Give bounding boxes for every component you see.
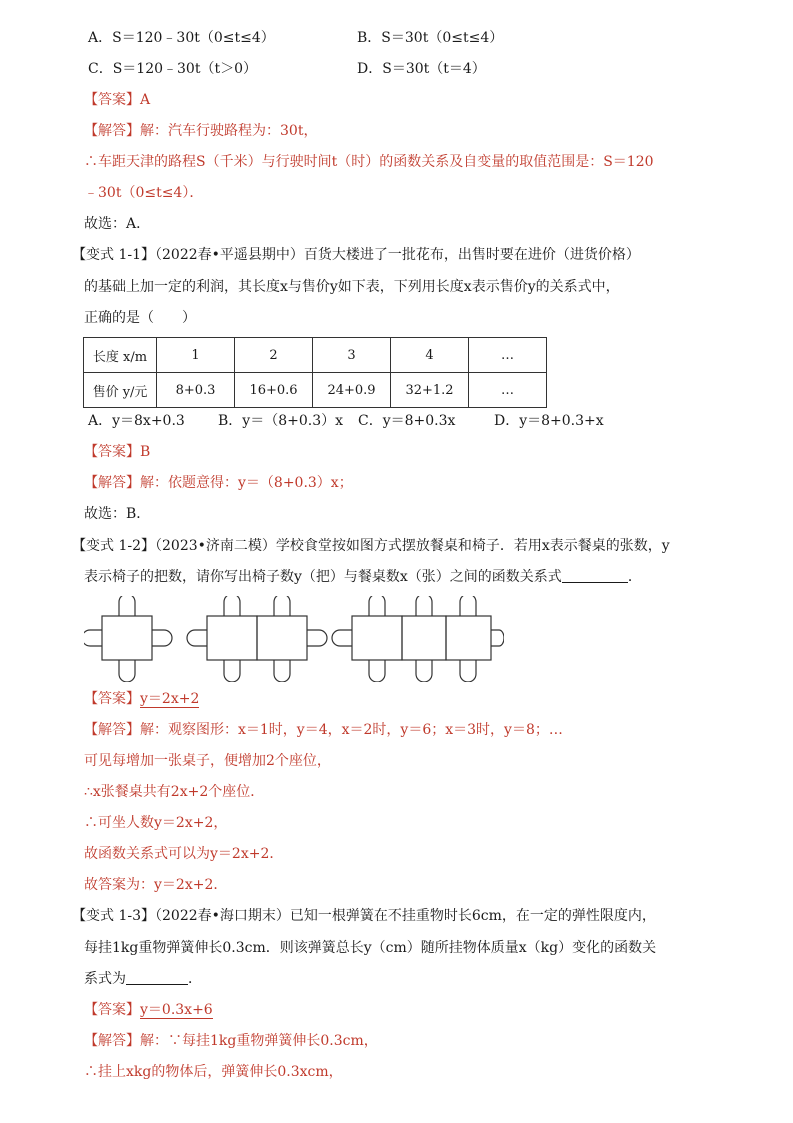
answer-value: A [140, 92, 151, 108]
solution-text: 可见每增加一张桌子，便增加2个座位， [84, 753, 331, 769]
chair-shape [460, 660, 476, 682]
question-text: 正确的是（ ） [84, 310, 196, 326]
chair-shape [332, 630, 352, 646]
table-cell: … [469, 373, 547, 408]
question-text: 每挂1kg重物弹簧伸长0.3cm．则该弹簧总长y（cm）随所挂物体质量x（kg）变化的函数关 [84, 940, 657, 956]
question-line [72, 536, 670, 556]
solution-line [84, 1031, 378, 1051]
table-shape [446, 616, 491, 660]
answer-line [84, 1000, 213, 1020]
table-shape [257, 616, 307, 660]
conclusion: 故答案为：y＝2x+2． [84, 877, 228, 893]
answer-tag: 【答案】 [84, 92, 140, 108]
table-header-cell: 售价 y/元 [84, 373, 157, 408]
chair-shape [416, 596, 432, 616]
conclusion: 故选：B． [84, 506, 151, 522]
solution-tag: 【解答】 [84, 722, 140, 738]
option-c: C．S＝120﹣30t（t＞0） [88, 61, 257, 77]
chair-shape [274, 660, 290, 682]
table-cell: 32+1.2 [391, 373, 469, 408]
chair-shape [187, 630, 207, 646]
question-line [72, 906, 656, 926]
answer-value: y＝0.3x+6 [140, 1002, 213, 1018]
solution-text: ∴可坐人数y＝2x+2， [84, 815, 228, 831]
solution-text: ﹣30t（0≤t≤4）． [84, 185, 204, 201]
solution-tag: 【解答】 [84, 1033, 140, 1049]
solution-text: ∴x张餐桌共有2x+2个座位． [84, 784, 265, 800]
answer-tag: 【答案】 [84, 1002, 140, 1018]
question-tag: 【变式 1-1】 [72, 247, 155, 263]
tables-chairs-figure [84, 596, 504, 682]
question-text: （2023•济南二模）学校食堂按如图方式摆放餐桌和椅子．若用x表示餐桌的张数，y [155, 538, 670, 554]
answer-line [84, 689, 199, 709]
question-text: ． [188, 971, 202, 987]
solution-line [84, 121, 317, 141]
table-cell: 2 [235, 338, 313, 373]
answer-tag: 【答案】 [84, 691, 140, 707]
answer-line [84, 442, 150, 462]
question-text: 系式为 [84, 971, 126, 987]
table-cell: 4 [391, 338, 469, 373]
price-table [83, 337, 547, 408]
table-header-cell: 长度 x/m [84, 338, 157, 373]
table-cell: 8+0.3 [157, 373, 235, 408]
answer-tag: 【答案】 [84, 444, 140, 460]
option-c: C．y＝8+0.3x [358, 413, 456, 429]
answer-blank [126, 970, 188, 985]
chair-shape [460, 596, 476, 616]
table-shape [207, 616, 257, 660]
conclusion: 故选：A． [84, 216, 151, 232]
option-b: B．y＝（8+0.3）x [218, 413, 343, 429]
question-line [84, 969, 202, 989]
chair-shape [119, 660, 135, 682]
table-shape [352, 616, 402, 660]
question-text: 的基础上加一定的利润，其长度x与售价y如下表，下列用长度x表示售价y的关系式中， [84, 279, 620, 295]
chair-shape [491, 630, 504, 646]
solution-text: ∴车距天津的路程S（千米）与行驶时间t（时）的函数关系及自变量的取值范围是：S＝120 [84, 154, 654, 170]
chair-shape [152, 630, 172, 646]
solution-line [84, 473, 353, 493]
solution-text: 故函数关系式可以为y＝2x+2． [84, 846, 284, 862]
question-text: ． [627, 569, 642, 585]
solution-text: 解：依题意得：y＝（8+0.3）x； [140, 475, 353, 491]
question-line [84, 567, 642, 587]
chair-shape [369, 596, 385, 616]
solution-text: ∴挂上xkg的物体后，弹簧伸长0.3xcm， [84, 1064, 343, 1080]
chair-shape [416, 660, 432, 682]
table-cell: 3 [313, 338, 391, 373]
answer-blank [562, 568, 628, 583]
option-a: A．y＝8x+0.3 [88, 413, 185, 429]
answer-line [84, 90, 150, 110]
option-a: A．S＝120﹣30t（0≤t≤4） [88, 30, 275, 46]
question-tag: 【变式 1-3】 [72, 908, 155, 924]
solution-tag: 【解答】 [84, 123, 140, 139]
chair-shape [224, 596, 240, 616]
question-text: （2022春•海口期末）已知一根弹簧在不挂重物时长6cm，在一定的弹性限度内， [155, 908, 656, 924]
table-cell: 16+0.6 [235, 373, 313, 408]
table-cell: … [469, 338, 547, 373]
solution-text: 解：观察图形：x＝1时，y＝4，x＝2时，y＝6；x＝3时，y＝8；… [140, 722, 563, 738]
chair-shape [369, 660, 385, 682]
question-tag: 【变式 1-2】 [72, 538, 155, 554]
option-d: D．S＝30t（t＝4） [357, 61, 486, 77]
option-b: B．S＝30t（0≤t≤4） [357, 30, 504, 46]
chair-shape [307, 630, 327, 646]
table-shape [402, 616, 446, 660]
solution-text: 解：∵每挂1kg重物弹簧伸长0.3cm， [140, 1033, 378, 1049]
chair-shape [274, 596, 290, 616]
option-d: D．y＝8+0.3+x [494, 413, 604, 429]
table-row [84, 373, 547, 408]
question-text: 表示椅子的把数，请你写出椅子数y（把）与餐桌数x（张）之间的函数关系式 [84, 569, 562, 585]
table-row [84, 338, 547, 373]
question-text: （2022春•平遥县期中）百货大楼进了一批花布，出售时要在进价（进货价格） [155, 247, 640, 263]
solution-text: 解：汽车行驶路程为：30t， [140, 123, 318, 139]
question-line [72, 245, 640, 265]
chair-shape [119, 596, 135, 616]
table-cell: 24+0.9 [313, 373, 391, 408]
chair-shape [224, 660, 240, 682]
table-cell: 1 [157, 338, 235, 373]
chair-shape [84, 630, 102, 646]
table-shape [102, 616, 152, 660]
solution-line [84, 720, 563, 740]
answer-value: B [140, 444, 151, 460]
answer-value: y＝2x+2 [140, 691, 200, 707]
solution-tag: 【解答】 [84, 475, 140, 491]
